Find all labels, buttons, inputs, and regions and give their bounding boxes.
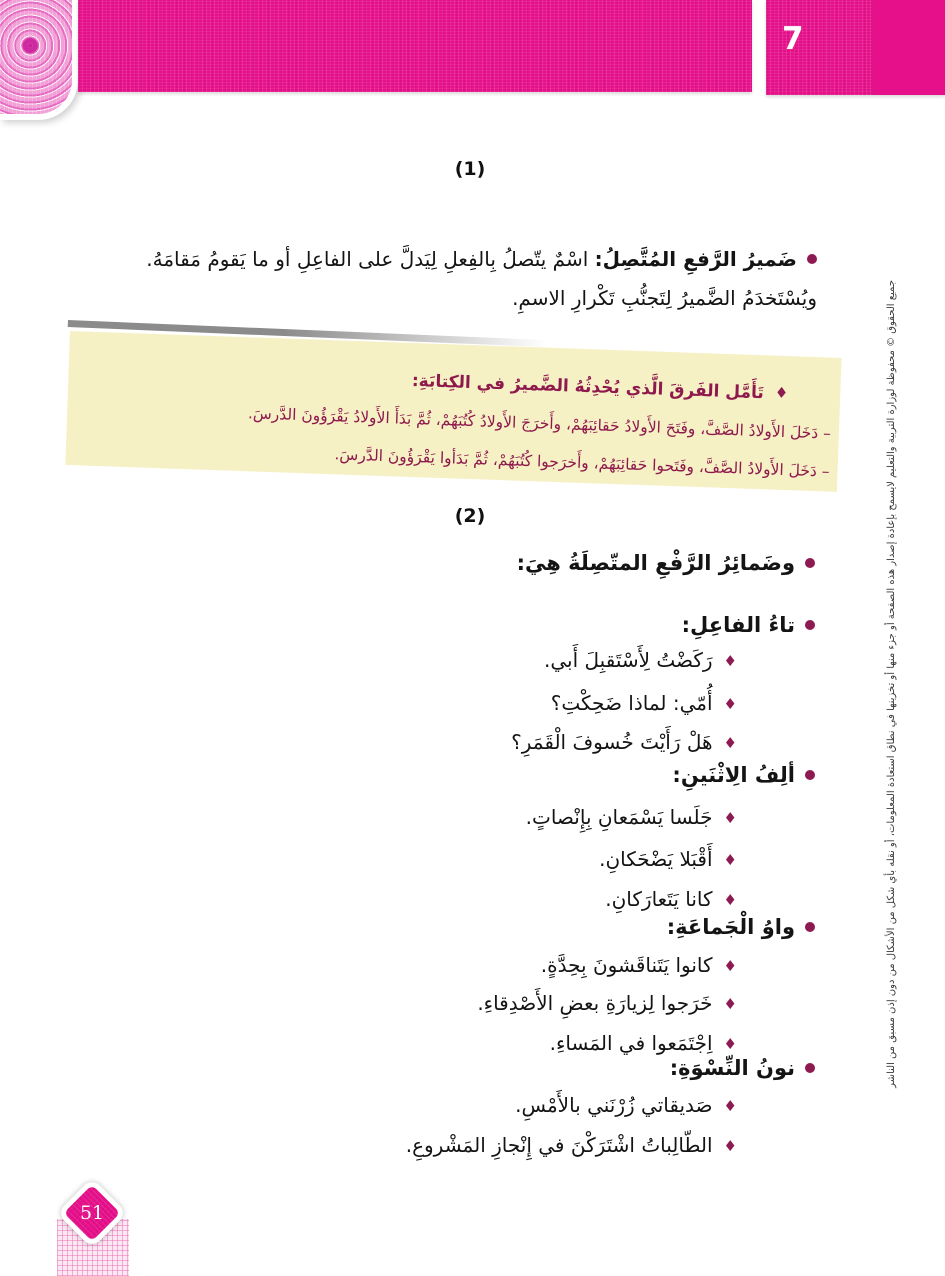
example-text: كانا يَتَعارَكانِ. [605, 887, 713, 911]
example-row [477, 988, 815, 1019]
example-row [599, 844, 815, 875]
pronouns-intro-row [517, 548, 815, 578]
bullet-icon [805, 558, 815, 568]
bullet-icon [805, 1063, 815, 1073]
group-title-row [672, 760, 815, 790]
example-row [541, 950, 815, 981]
group-title-row [667, 912, 815, 942]
page-number: 51 [79, 1202, 105, 1224]
example-row [551, 688, 815, 719]
group-title: ألِفُ الِاثْنَينِ: [672, 763, 795, 787]
diamond-icon: ♦ [723, 652, 737, 670]
copyright-sidebar-text: جميع الحقوق © محفوظة لوزارة التربية والتعليم لايسمح بإعادة إصدار هذه الصفحة أو جزء منها أو تخزينها في نطاق استعادة المعلومات، أو نقله بأي شكل من الأشكال من دون إذن مسبق من الناشر [886, 280, 897, 1088]
diamond-icon: ♦ [723, 695, 737, 713]
bullet-icon [805, 922, 815, 932]
section-2-label: (2) [454, 505, 486, 527]
diamond-icon: ♦ [723, 809, 737, 827]
diamond-icon: ♦ [723, 851, 737, 869]
example-text: صَديقاتي زُرْنَني بالأَمْسِ. [515, 1093, 713, 1117]
note-heading: تَأَمَّل الفَرقَ الَّذي يُحْدِثُهُ الضَّميرُ في الكِتابَةِ: [411, 370, 765, 404]
example-row [544, 645, 815, 676]
example-row [406, 1130, 815, 1161]
header-chapter-block [766, 0, 945, 95]
example-text: أُمّي: لماذا ضَحِكْتِ؟ [550, 691, 713, 715]
example-text: اِجْتَمَعوا في المَساءِ. [549, 1031, 713, 1055]
diamond-icon: ♦ [723, 734, 737, 752]
group-title: نونُ النِّسْوَةِ: [669, 1056, 795, 1080]
definition-paragraph [109, 240, 817, 318]
example-row [511, 727, 815, 758]
pronouns-intro: وضَمائِرُ الرَّفْعِ المتّصِلَةُ هِيَ: [516, 551, 795, 575]
corner-pattern-decoration [0, 0, 78, 120]
example-text: أَقْبَلا يَضْحَكانِ. [599, 847, 713, 871]
example-text: رَكَضْتُ لِأَسْتَقبِلَ أَبي. [544, 648, 713, 672]
example-text: الطّالِباتُ اشْتَرَكْنَ في إِنْجازِ المَشْروعِ. [405, 1133, 713, 1157]
example-text: كانوا يَتَناقَشونَ بِحِدَّةٍ. [540, 953, 713, 977]
definition-text: اسْمٌ يتّصلُ بِالفِعلِ لِيَدلَّ على الفاعِلِ أو ما يَقومُ مَقامَهُ. ويُسْتَخدَمُ الضَّميرُ لِتَجنُّبِ تَكْرارِ الاسمِ. [146, 247, 817, 310]
header-band [78, 0, 752, 92]
bullet-icon [805, 770, 815, 780]
diamond-icon: ♦ [723, 995, 737, 1013]
diamond-icon: ♦ [723, 1097, 737, 1115]
example-text: هَلْ رَأَيْتَ خُسوفَ الْقَمَرِ؟ [511, 730, 713, 754]
bullet-icon [805, 620, 815, 630]
note-box [65, 331, 841, 492]
group-title: واوُ الْجَماعَةِ: [666, 915, 795, 939]
diamond-icon: ♦ [723, 957, 737, 975]
group-title-row [682, 610, 815, 640]
diamond-icon: ♦ [723, 1137, 737, 1155]
chapter-number: 7 [782, 21, 804, 57]
note-example-row: – دَخَلَ الأَولادُ الصَّفَّ، وفَتَحَ الأَولادُ حَقائِبَهُمْ، وأَخرَجَ الأَولادُ كُتُبَهُمْ، ثُمَّ بَدَأَ الأَولادُ يَقْرَؤُونَ الدَّرسَ. [247, 404, 832, 443]
definition-term: ضَميرُ الرَّفعِ المُتَّصِلُ: [594, 247, 797, 271]
example-text: جَلَسا يَسْمَعانِ بِإِنْصاتٍ. [525, 805, 713, 829]
example-text: خَرَجوا لِزيارَةِ بعضِ الأَصْدِقاءِ. [477, 991, 713, 1015]
group-title-row [670, 1053, 815, 1083]
diamond-icon: ♦ [723, 891, 737, 909]
example-row [526, 802, 815, 833]
diamond-icon: ♦ [774, 383, 789, 403]
section-1-label: (1) [454, 158, 486, 180]
group-title: تاءُ الفاعِلِ: [681, 613, 795, 637]
example-row [605, 884, 815, 915]
example-row [515, 1090, 815, 1121]
diamond-icon: ♦ [723, 1035, 737, 1053]
bullet-icon [807, 254, 817, 264]
note-example-row: – دَخَلَ الأَولادُ الصَّفَّ، وفَتَحوا حَقائِبَهُمْ، وأَخرَجوا كُتُبَهُمْ، ثُمَّ بَدَأوا يَقْرَؤُونَ الدَّرسَ. [334, 445, 830, 481]
